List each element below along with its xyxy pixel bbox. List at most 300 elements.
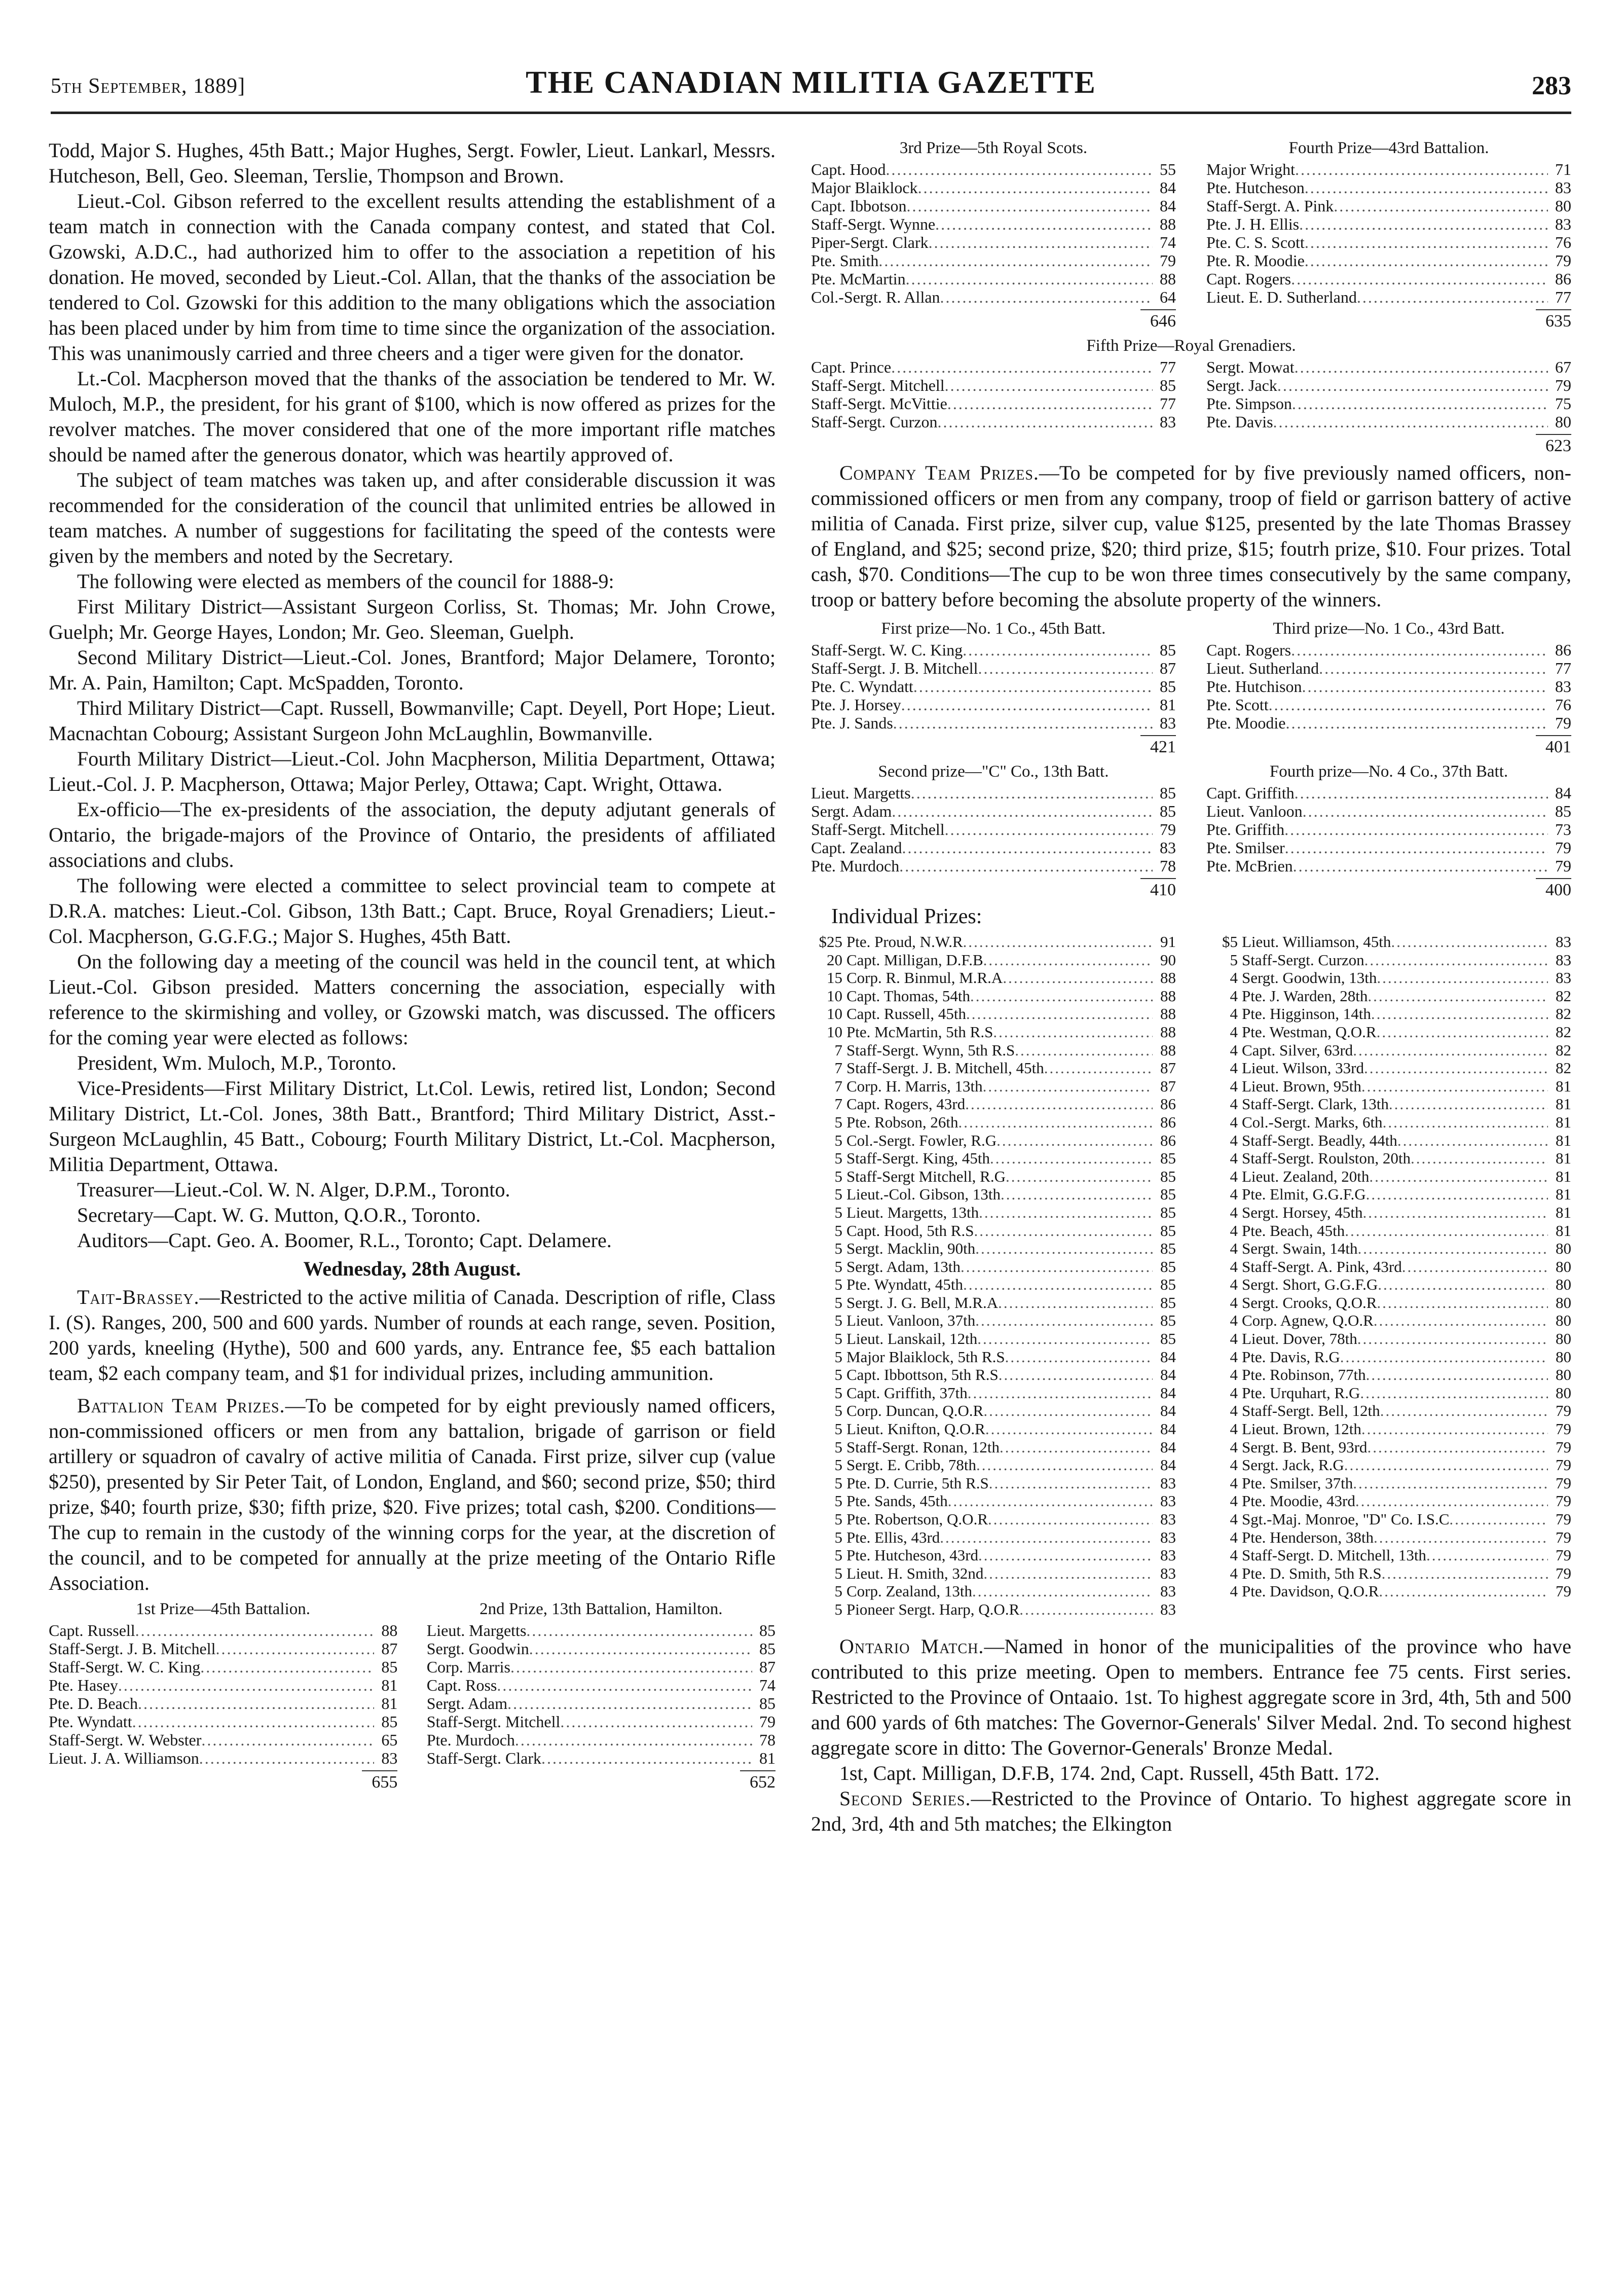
score-row [1206, 358, 1571, 376]
prize-amount: $5 [1222, 933, 1238, 951]
competitor-name: Sergt. B. Bent, 93rd [1242, 1438, 1368, 1456]
score-value: 71 [1555, 160, 1571, 178]
dot-leader [974, 1222, 1153, 1240]
score-value: 79 [1555, 839, 1571, 857]
dot-leader [1360, 1384, 1548, 1402]
dot-leader [1364, 1059, 1548, 1077]
score-value: 67 [1555, 358, 1571, 376]
score-row [1206, 714, 1571, 732]
prize-row [1206, 1005, 1571, 1023]
battalion-team-paragraph [49, 1393, 776, 1596]
score-value: 88 [1160, 215, 1176, 233]
competitor-name: Col.-Sergt. Fowler, R.G [846, 1131, 997, 1149]
prize-row [811, 1528, 1176, 1547]
competitor-name: Corp. H. Marris, 13th [846, 1077, 983, 1095]
score-row [1206, 857, 1571, 875]
dot-leader [965, 1095, 1153, 1113]
dot-leader [1305, 233, 1548, 251]
score-row [1206, 394, 1571, 413]
score-row [1206, 413, 1571, 431]
dot-leader [1319, 659, 1548, 677]
team-totals [811, 309, 1571, 333]
dot-leader [1402, 1258, 1548, 1276]
prize-row [811, 1077, 1176, 1096]
dot-leader [947, 394, 1153, 413]
team-rows [811, 358, 1176, 431]
score-value: 80 [1556, 1311, 1571, 1330]
dot-leader [878, 251, 1153, 270]
prize-row [811, 1564, 1176, 1583]
score-value: 85 [1160, 784, 1176, 802]
dot-leader [1357, 1330, 1548, 1348]
prize-amount: 10 [827, 1023, 842, 1041]
competitor-name: Lieut. Brown, 12th [1242, 1420, 1361, 1438]
prize-row [1206, 1456, 1571, 1474]
score-value: 79 [1556, 1510, 1571, 1528]
competitor-name: Pte. McMartin [811, 270, 906, 288]
prize-amount: 7 [834, 1059, 842, 1077]
score-row [1206, 802, 1571, 820]
dot-leader [985, 1420, 1153, 1438]
competitor-name: Staff-Sergt. Roulston, 20th [1242, 1149, 1411, 1168]
score-value: 81 [1556, 1077, 1571, 1095]
dot-leader [906, 270, 1153, 288]
dot-leader [1358, 1240, 1548, 1258]
dot-leader [1355, 1492, 1548, 1510]
score-value: 84 [1160, 1420, 1176, 1438]
score-value: 81 [1556, 1221, 1571, 1240]
prize-amount: 5 [834, 1600, 842, 1618]
dot-leader [510, 1658, 752, 1676]
score-value: 84 [1160, 1366, 1176, 1384]
competitor-name: Capt. Griffith, 37th [846, 1383, 968, 1402]
score-value: 77 [1160, 358, 1176, 376]
competitor-name: Sergt. Jack, R.G [1242, 1456, 1344, 1474]
team-rows [1206, 160, 1571, 306]
score-value: 83 [381, 1749, 398, 1767]
dot-leader [1295, 358, 1548, 376]
score-row [811, 197, 1176, 215]
competitor-name: Lieut. Wilson, 33rd [1242, 1059, 1364, 1077]
score-value: 79 [1556, 1528, 1571, 1546]
report-paragraph: Fourth Military District—Lieut.-Col. John Macpherson, Militia Department, Ottawa; Lieut.-Col. J. P. Macpherson, Ottawa; Major Perley, Ottawa; Capt. Wright, Ottawa. [49, 747, 776, 795]
company-heading: Second prize—"C" Co., 13th Batt. [878, 762, 1109, 781]
prize-row [1206, 1402, 1571, 1420]
competitor-name: Sergt. Mowat [1206, 358, 1295, 376]
dot-leader [118, 1676, 374, 1694]
dot-leader [1000, 1438, 1153, 1456]
score-value: 83 [1556, 951, 1571, 969]
prize-row [1206, 1330, 1571, 1348]
dot-leader [1366, 1185, 1548, 1204]
score-value: 75 [1555, 394, 1571, 413]
prize-row [811, 1492, 1176, 1510]
dot-leader [1277, 376, 1548, 394]
competitor-name: Major Wright [1206, 160, 1295, 178]
dot-leader [541, 1749, 752, 1767]
competitor-name: Sergt. Swain, 14th [1242, 1240, 1358, 1258]
competitor-name: Staff-Sergt. J. B. Mitchell, 45th [846, 1059, 1044, 1077]
dot-leader [507, 1694, 752, 1712]
score-value: 80 [1556, 1293, 1571, 1311]
company-heading: Fourth prize—No. 4 Co., 37th Batt. [1269, 762, 1508, 781]
dot-leader [1273, 413, 1548, 431]
score-value: 85 [759, 1694, 776, 1712]
company-total: 401 [1545, 738, 1571, 756]
score-row [811, 215, 1176, 233]
dot-leader [963, 933, 1153, 951]
competitor-name: Pte. Robertson, Q.O.R [846, 1510, 988, 1528]
prize-row [811, 1474, 1176, 1492]
dot-leader [972, 1582, 1153, 1600]
prize-row [1206, 1095, 1571, 1113]
prize-row [1206, 1366, 1571, 1384]
dot-leader [958, 1113, 1153, 1132]
dot-leader [940, 1528, 1153, 1547]
prize-amount: 5 [834, 1510, 842, 1528]
company-prize-tables [811, 761, 1571, 875]
prize-amount: 5 [834, 1438, 842, 1456]
competitor-name: Pte. Wyndatt [49, 1712, 132, 1731]
battalion-team-text: —To be competed for by eight previously named officers, non-commissioned officers or men from any battalion, brigade of garrison or field artillery or squadron of cavalry of active militia of Canada. First prize, silver cup (value $250), presented by Sir Peter Tait, of London, England, and $60; second prize, $50; third prize, $40; fourth prize, $30; fifth prize, $20. Five prizes; total cash, $200. Conditions—The cup to remain in the custody of the winning corps for the year, at the discretion of the council, and to be competed for annually at the prize meeting of the Ontario Rifle Association. [49, 1394, 776, 1594]
dot-leader [1303, 802, 1548, 820]
score-value: 88 [1160, 1041, 1176, 1059]
council-report [49, 138, 776, 1050]
dot-leader [983, 1077, 1153, 1096]
company-table [811, 618, 1176, 732]
competitor-name: Sergt. Short, G.G.F.G [1242, 1275, 1378, 1294]
competitor-name: Lieut. J. A. Williamson [49, 1749, 199, 1767]
score-row [1206, 376, 1571, 394]
competitor-name: Pte. Urquhart, R.G [1242, 1383, 1360, 1402]
competitor-name: Pte. Hasey [49, 1676, 118, 1694]
competitor-name: Staff-Sergt. J. B. Mitchell [49, 1639, 216, 1658]
dot-leader [977, 1330, 1153, 1348]
competitor-name: Staff-Sergt. Clark [426, 1749, 542, 1767]
score-value: 85 [1555, 802, 1571, 820]
prize-row [811, 1366, 1176, 1384]
score-row [49, 1676, 397, 1694]
dot-leader [963, 1275, 1153, 1294]
competitor-name: Lieut. Margetts [811, 784, 911, 802]
prize-row [1206, 1294, 1571, 1312]
score-value: 86 [1160, 1131, 1176, 1149]
prize-row [1206, 1222, 1571, 1240]
prize-amount: 4 [1230, 1167, 1238, 1185]
competitor-name: Staff-Sergt. A. Pink [1206, 197, 1334, 215]
dot-leader [135, 1621, 375, 1639]
dot-leader [1019, 1600, 1153, 1619]
prize-row [1206, 1059, 1571, 1077]
dot-leader [1379, 1582, 1548, 1600]
score-row [811, 376, 1176, 394]
score-row [1206, 215, 1571, 233]
competitor-name: Staff-Sergt. Bell, 12th [1242, 1402, 1380, 1420]
prize-amount: 5 [834, 1492, 842, 1510]
prize-amount: 5 [834, 1257, 842, 1275]
competitor-name: Pte. Moodie [1206, 714, 1286, 732]
score-value: 85 [1160, 1293, 1176, 1311]
score-row [811, 394, 1176, 413]
officer-line: Vice-Presidents—First Military District, Lt.Col. Lewis, retired list, London; Second Military District, Lt.-Col. Jones, 38th Batt., Brantford; Third Military District, Asst.-Surgeon McLaughlin, 45 Batt., Cobourg; Fourth Military District, Lt.-Col. Macpherson, Militia Department, Ottawa. [49, 1077, 776, 1176]
dot-leader [891, 358, 1153, 376]
prize-amount: 4 [1230, 1185, 1238, 1204]
prize-row [1206, 1474, 1571, 1492]
team-heading: Fourth Prize—43rd Battalion. [1288, 139, 1489, 157]
score-row [1206, 197, 1571, 215]
score-value: 85 [1160, 1311, 1176, 1330]
dot-leader [1005, 1348, 1153, 1366]
competitor-name: Staff-Sergt. D. Mitchell, 13th [1242, 1546, 1426, 1564]
score-value: 85 [1160, 1221, 1176, 1240]
score-value: 87 [759, 1658, 776, 1676]
dot-leader [989, 1474, 1153, 1492]
dot-leader [560, 1712, 752, 1731]
score-value: 81 [1556, 1167, 1571, 1185]
dot-leader [983, 951, 1153, 969]
dot-leader [978, 659, 1153, 677]
score-value: 85 [1160, 376, 1176, 394]
dot-leader [201, 1731, 374, 1749]
dot-leader [975, 1311, 1153, 1330]
competitor-name: Sergt. Goodwin, 13th [1242, 969, 1377, 987]
competitor-name: Sergt. Adam [426, 1694, 508, 1712]
score-value: 83 [1555, 677, 1571, 696]
prize-amount: 5 [1230, 951, 1238, 969]
competitor-name: Capt. Thomas, 54th [846, 987, 970, 1005]
score-row [49, 1712, 397, 1731]
score-row [1206, 251, 1571, 270]
ontario-match-title: Ontario Match. [839, 1634, 984, 1658]
prize-amount: 5 [834, 1402, 842, 1420]
score-row [811, 641, 1176, 659]
dot-leader [200, 1658, 374, 1676]
dot-leader [529, 1639, 752, 1658]
competitor-name: Staff-Sergt. Curzon [811, 413, 938, 431]
company-rows [811, 784, 1176, 875]
score-row [427, 1749, 776, 1767]
score-value: 88 [1160, 1023, 1176, 1041]
company-rows [1206, 784, 1571, 875]
competitor-name: Capt. Russell, 45th [846, 1005, 966, 1023]
prize-row [1206, 1258, 1571, 1276]
competitor-name: Pte. Ellis, 43rd [846, 1528, 940, 1546]
score-row [811, 233, 1176, 251]
score-value: 79 [1160, 251, 1176, 270]
score-value: 85 [1160, 1275, 1176, 1294]
prize-row [811, 1168, 1176, 1186]
score-value: 64 [1160, 288, 1176, 306]
score-value: 85 [1160, 1167, 1176, 1185]
team-total: 655 [372, 1773, 398, 1792]
score-value: 84 [1160, 1402, 1176, 1420]
prize-amount: 5 [834, 1474, 842, 1492]
score-value: 79 [1556, 1438, 1571, 1456]
competitor-name: Corp. Marris [426, 1658, 510, 1676]
score-value: 55 [1160, 160, 1176, 178]
dot-leader [937, 413, 1153, 431]
dot-leader [913, 677, 1153, 696]
dot-leader [1284, 820, 1548, 839]
prize-amount: 4 [1230, 1311, 1238, 1330]
competitor-name: Sergt. Horsey, 45th [1242, 1203, 1363, 1221]
competitor-name: Pte. Robinson, 77th [1242, 1366, 1366, 1384]
company-table [1206, 618, 1571, 732]
score-value: 82 [1556, 1041, 1571, 1059]
prize-amount: 5 [834, 1131, 842, 1149]
score-value: 81 [1160, 696, 1176, 714]
dot-leader [1295, 160, 1548, 178]
competitor-name: Major Blaiklock, 5th R.S [846, 1347, 1005, 1366]
score-value: 84 [1160, 1456, 1176, 1474]
score-row [427, 1621, 776, 1639]
prize-amount: 4 [1230, 1203, 1238, 1221]
prize-amount: 5 [834, 1420, 842, 1438]
dot-leader [906, 197, 1153, 215]
prize-amount: 10 [827, 1005, 842, 1023]
competitor-name: Lieut. Zealand, 20th [1242, 1167, 1370, 1185]
dot-leader [1344, 1456, 1548, 1474]
score-value: 91 [1160, 933, 1176, 951]
prize-row [1206, 1204, 1571, 1222]
report-paragraph: The subject of team matches was taken up, and after considerable discussion it was recommended for the consideration of the council that unlimited entries be allowed in team matches. A number of suggestions for facilitating the speed of the contests were given by the members and noted by the Secretary. [49, 468, 776, 567]
prize-row [1206, 987, 1571, 1005]
prize-row [1206, 1077, 1571, 1096]
score-value: 81 [381, 1694, 398, 1712]
competitor-name: Pte. Proud, N.W.R [846, 933, 963, 951]
prize-amount: 4 [1230, 1041, 1238, 1059]
competitor-name: Col.-Sergt. R. Allan [811, 288, 940, 306]
competitor-name: Lieut. Margetts [426, 1621, 527, 1639]
competitor-name: Capt. Hood [811, 160, 886, 178]
score-row [427, 1639, 776, 1658]
score-value: 80 [1555, 197, 1571, 215]
prize-row [1206, 1492, 1571, 1510]
dot-leader [1374, 1528, 1548, 1547]
competitor-name: Pte. Westman, Q.O.R [1242, 1023, 1377, 1041]
prize-amount: 5 [834, 1221, 842, 1240]
score-value: 79 [1556, 1564, 1571, 1582]
score-row [811, 696, 1176, 714]
dot-leader [1377, 969, 1548, 987]
prize-row [1206, 1311, 1571, 1330]
prize-row [1206, 1041, 1571, 1060]
prize-row [1206, 969, 1571, 987]
score-value: 87 [381, 1639, 398, 1658]
score-value: 77 [1160, 394, 1176, 413]
score-value: 83 [1556, 933, 1571, 951]
prize-amount: 5 [834, 1185, 842, 1204]
competitor-name: Pte. D. Beach [49, 1694, 138, 1712]
competitor-name: Capt. Milligan, D.F.B [846, 951, 983, 969]
competitor-name: Staff-Sergt. A. Pink, 43rd [1242, 1257, 1402, 1275]
team-heading: 2nd Prize, 13th Battalion, Hamilton. [479, 1600, 723, 1618]
competitor-name: Pte. J. H. Ellis [1206, 215, 1300, 233]
company-team-text: —To be competed for by five previously named officers, non-commissioned officers or men from any company, troop of field or garrison battery of active militia of Canada. First prize, silver cup, value $125, presented by the late Thomas Brassey of England, and $25; second prize, $20; third prize, $15; foutrh prize, $10. Four prizes. Total cash, $70. Conditions—The cup to be won three times consecutively by the same company, troop or battery before becoming the absolute property of the winners. [811, 461, 1571, 611]
dot-leader [1334, 197, 1548, 215]
score-value: 84 [1160, 1383, 1176, 1402]
score-value: 79 [1556, 1402, 1571, 1420]
dot-leader [918, 178, 1153, 197]
competitor-name: Pte. Griffith [1206, 820, 1285, 839]
dot-leader [948, 1492, 1153, 1510]
prize-amount: 5 [834, 1275, 842, 1294]
company-totals [811, 878, 1571, 901]
score-value: 84 [1555, 784, 1571, 802]
competitor-name: Staff-Sergt Mitchell, R.G [846, 1167, 1006, 1185]
competitor-name: Capt. Russell [49, 1621, 135, 1639]
fifth-prize-table [811, 358, 1571, 431]
dot-leader [945, 376, 1153, 394]
dot-leader [970, 987, 1153, 1005]
score-value: 81 [1556, 1095, 1571, 1113]
score-row [1206, 659, 1571, 677]
team-heading: 3rd Prize—5th Royal Scots. [899, 139, 1088, 157]
prize-amount: 4 [1230, 1149, 1238, 1168]
score-value: 79 [1556, 1492, 1571, 1510]
second-series-paragraph [811, 1786, 1571, 1837]
report-paragraph: First Military District—Assistant Surgeon Corliss, St. Thomas; Mr. John Crowe, Guelph; Mr. George Hayes, London; Mr. Geo. Sleeman, Guelph. [49, 595, 776, 643]
tait-brassey-title: Tait-Brassey. [77, 1286, 200, 1308]
prize-row [1206, 1168, 1571, 1186]
competitor-name: Sergt. Adam [811, 802, 892, 820]
competitor-name: Sgt.-Maj. Monroe, "D" Co. I.S.C [1242, 1510, 1450, 1528]
score-value: 86 [1160, 1113, 1176, 1131]
competitor-name: Col.-Sergt. Marks, 6th [1242, 1113, 1383, 1131]
competitor-name: Pte. Elmit, G.G.F.G [1242, 1185, 1366, 1204]
prize-row [1206, 1185, 1571, 1204]
dot-leader [1382, 1564, 1548, 1583]
score-value: 85 [1160, 1185, 1176, 1204]
prize-amount: 4 [1230, 987, 1238, 1005]
dot-leader [526, 1621, 752, 1639]
competitor-name: Capt. Prince [811, 358, 892, 376]
score-row [811, 251, 1176, 270]
score-value: 73 [1555, 820, 1571, 839]
dot-leader [935, 215, 1153, 233]
score-value: 81 [381, 1676, 398, 1694]
dot-leader [1361, 1420, 1548, 1438]
competitor-name: Capt. Ibbottson, 5th R.S [846, 1366, 999, 1384]
dot-leader [886, 160, 1153, 178]
score-value: 81 [1556, 1203, 1571, 1221]
competitor-name: Capt. Ibbotson [811, 197, 907, 215]
dot-leader [1291, 270, 1548, 288]
individual-prizes-right [1206, 933, 1571, 1619]
competitor-name: Staff-Sergt. Wynn, 5th R.S [846, 1041, 1015, 1059]
competitor-name: Lieut. Margetts, 13th [846, 1203, 979, 1221]
score-value: 80 [1556, 1330, 1571, 1348]
score-value: 85 [1160, 1203, 1176, 1221]
score-value: 88 [381, 1621, 398, 1639]
dot-leader [515, 1731, 752, 1749]
score-value: 83 [1160, 1474, 1176, 1492]
team-total: 646 [1150, 312, 1176, 331]
prize-row [811, 1275, 1176, 1294]
tait-brassey-text: —Restricted to the active militia of Canada. Description of rifle, Class I. (S). Ranges, 200, 500 and 600 yards. Number of rounds at each range, seven. Position, 200 yards, kneeling (Hythe), 500 and 600 yards, any. Entrance fee, $5 each battalion team, $2 each company team, and $1 for individual prizes, including ammunition. [49, 1286, 776, 1384]
dot-leader [1397, 1132, 1548, 1150]
competitor-name: Pte. Simpson [1206, 394, 1292, 413]
dot-leader [1389, 1095, 1548, 1113]
second-series-title: Second Series. [839, 1787, 971, 1810]
dot-leader [1371, 1005, 1548, 1023]
competitor-name: Pte. Robson, 26th [846, 1113, 958, 1131]
competitor-name: Capt. Griffith [1206, 784, 1295, 802]
dot-leader [1353, 1474, 1548, 1492]
prize-row [811, 1005, 1176, 1023]
individual-prizes-heading: Individual Prizes: [831, 905, 982, 928]
competitor-name: Lieut. Vanloon [1206, 802, 1303, 820]
